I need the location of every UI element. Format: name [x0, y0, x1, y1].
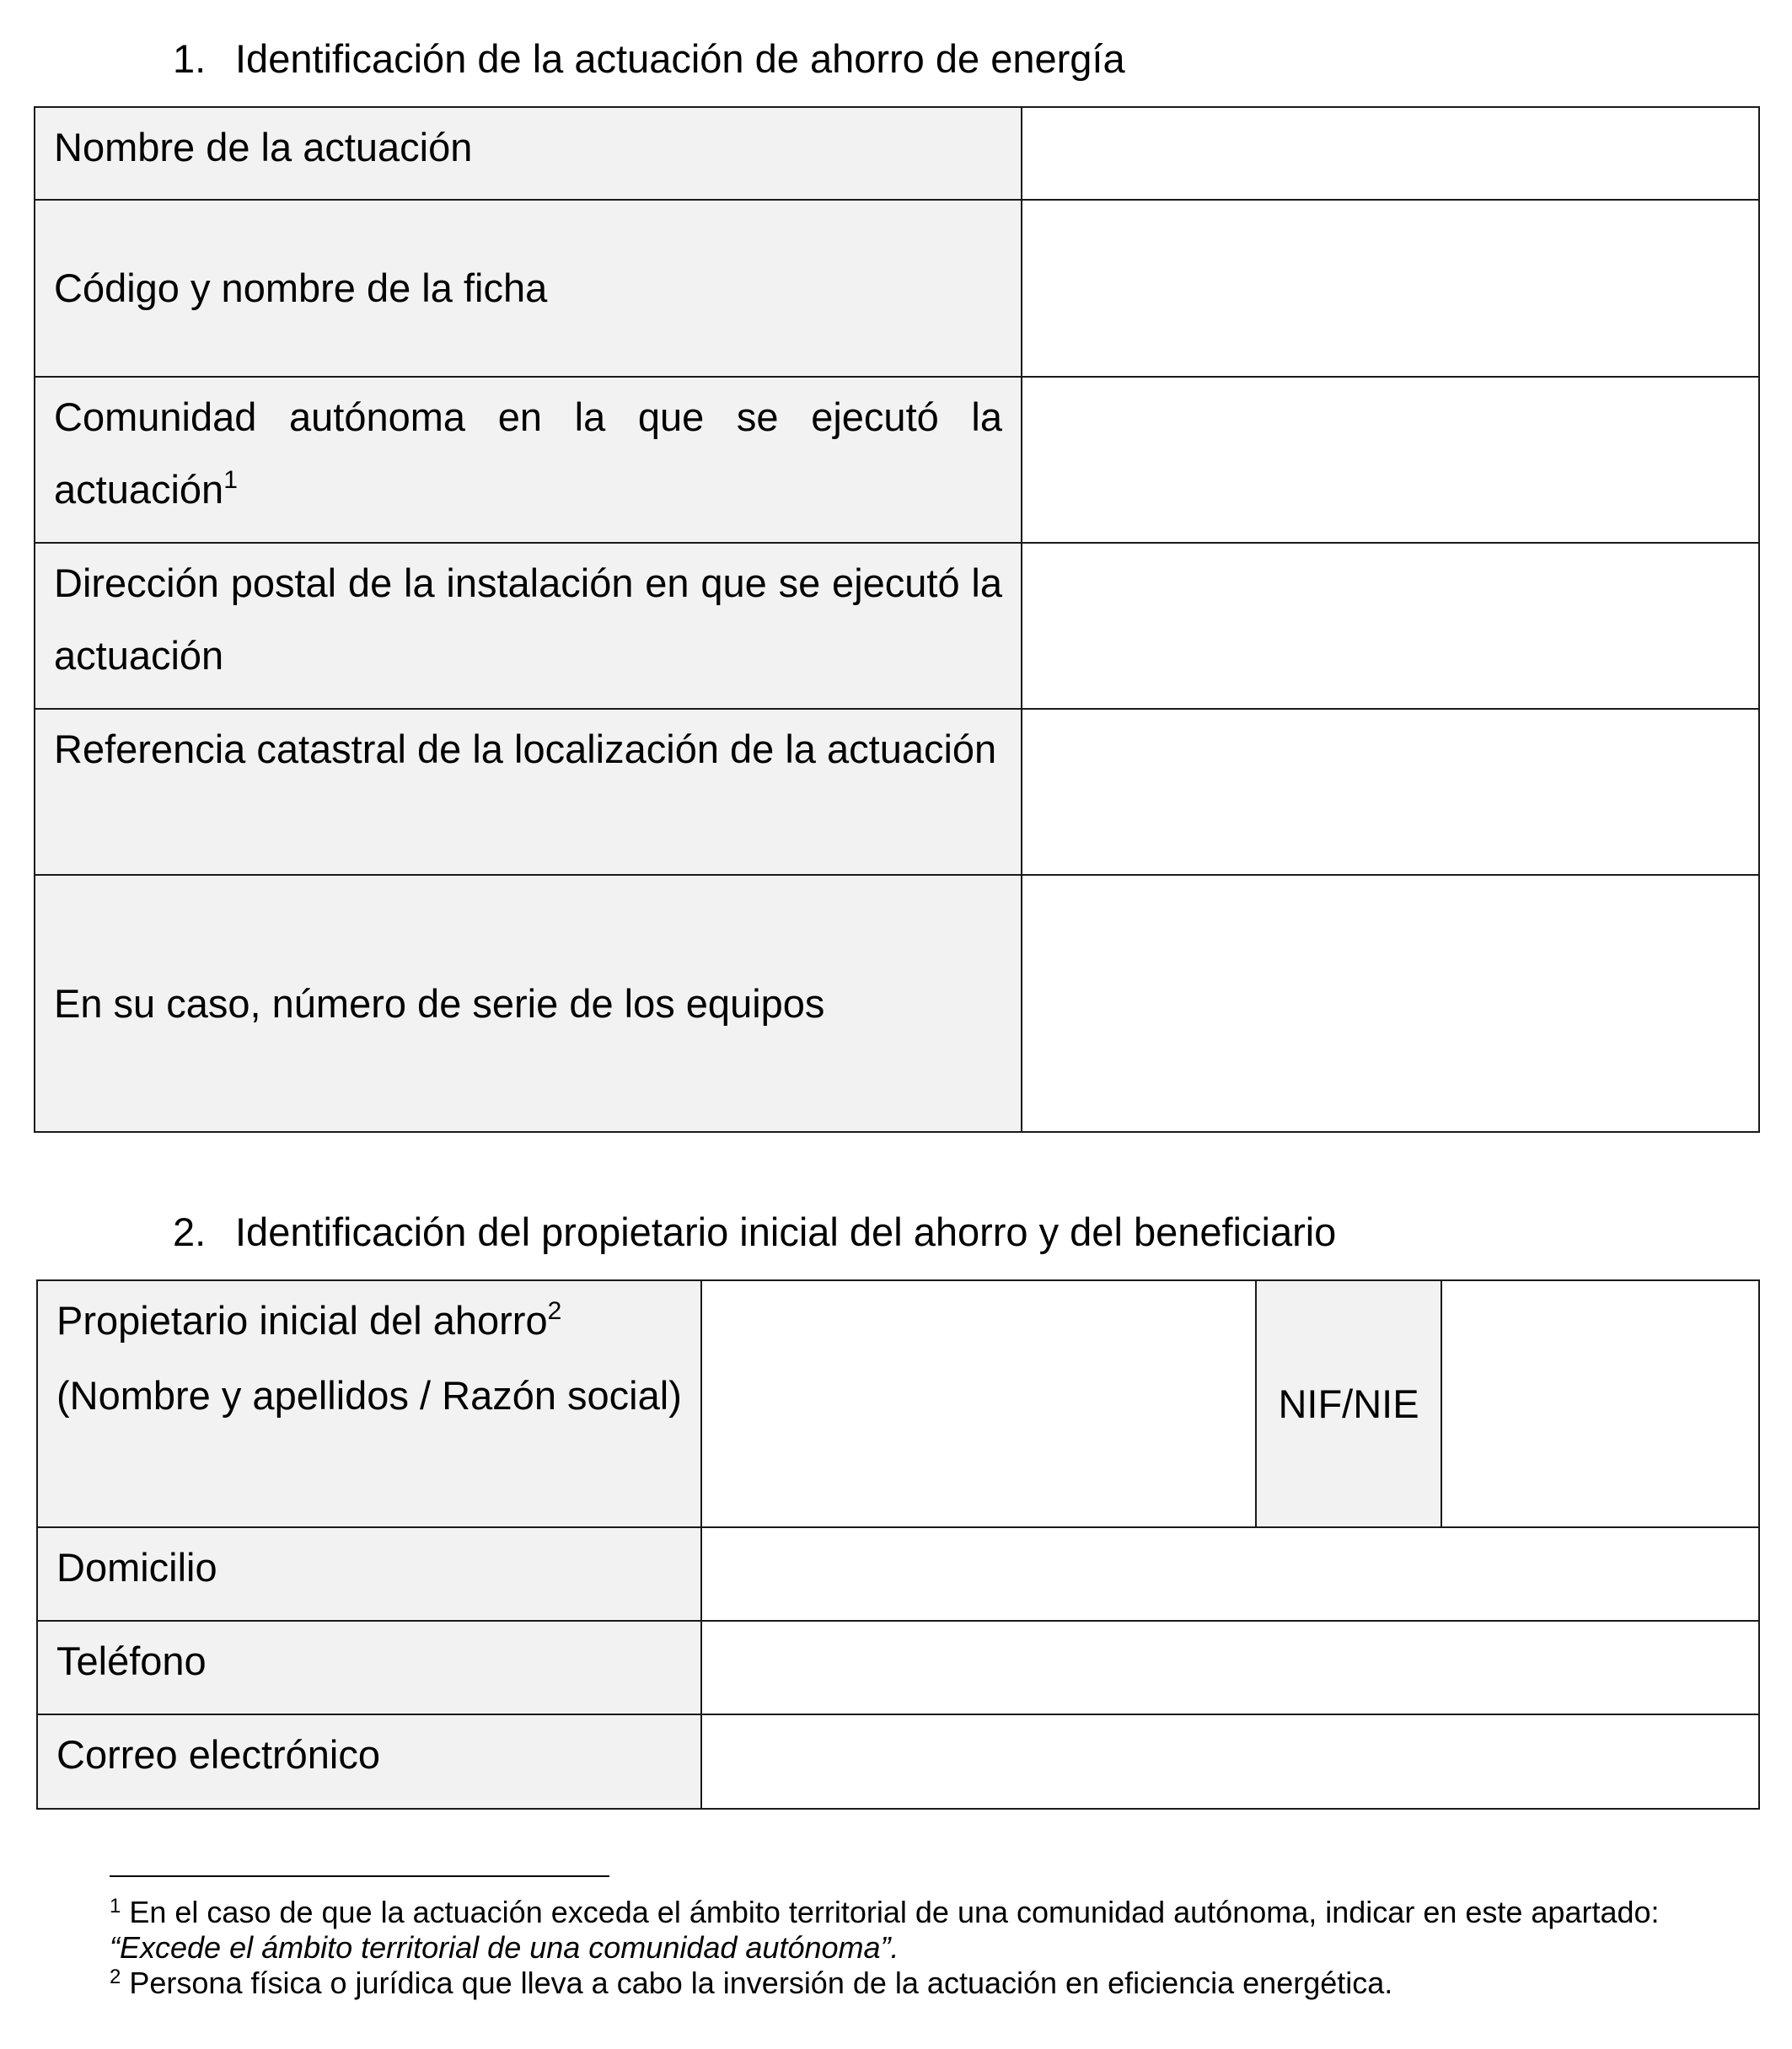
- label-referencia-catastral: Referencia catastral de la localización de la actuación: [35, 709, 1022, 875]
- input-codigo-ficha[interactable]: [1022, 200, 1759, 377]
- owner-sublabel: (Nombre y apellidos / Razón social): [56, 1373, 682, 1418]
- input-domicilio[interactable]: [701, 1527, 1759, 1621]
- input-nif-nie[interactable]: [1441, 1280, 1759, 1527]
- label-codigo-ficha: Código y nombre de la ficha: [35, 200, 1022, 377]
- label-direccion-postal: Dirección postal de la instalación en que se ejecutó la actuación: [35, 543, 1022, 709]
- input-direccion-postal[interactable]: [1022, 543, 1759, 709]
- input-propietario-nombre[interactable]: [701, 1280, 1256, 1527]
- label-numero-serie: En su caso, número de serie de los equipos: [35, 875, 1022, 1132]
- table-row: [35, 107, 1759, 200]
- table-row: [37, 1280, 1759, 1527]
- table-row: [35, 709, 1759, 875]
- footnote-1: $^1$ En el caso de que la actuación exceda el ámbito territorial de una comunidad autónoma, indicar en este apartado: “Excede el ámbito territorial de una comunidad autónoma”.: [110, 1895, 1660, 1965]
- label-domicilio: Domicilio: [37, 1527, 701, 1621]
- label-comunidad-autonoma: Comunidad autónoma en la que se ejecutó la actuación$^1$: [35, 377, 1022, 543]
- section-1-title: Identificación de la actuación de ahorro de energía: [235, 36, 1125, 81]
- owner-label: Propietario inicial del ahorro: [56, 1298, 548, 1343]
- input-nombre-actuacion[interactable]: [1022, 107, 1759, 200]
- table-row: [37, 1527, 1759, 1621]
- table-row: [37, 1714, 1759, 1809]
- input-comunidad-autonoma[interactable]: [1022, 377, 1759, 543]
- table-row: [35, 875, 1759, 1132]
- input-telefono[interactable]: [701, 1621, 1759, 1714]
- section-2-number: 2.: [173, 1210, 207, 1254]
- label-propietario-inicial: [37, 1280, 701, 1527]
- input-numero-serie[interactable]: [1022, 875, 1759, 1132]
- table-row: [37, 1621, 1759, 1714]
- input-referencia-catastral[interactable]: [1022, 709, 1759, 875]
- footnote-divider: [110, 1875, 609, 1877]
- table-row: [35, 200, 1759, 377]
- footnotes: [110, 1895, 1711, 2001]
- footnote-2: $^2$ Persona física o jurídica que lleva a cabo la inversión de la actuación en eficiencia energética.: [110, 1966, 1393, 2000]
- label-telefono: Teléfono: [37, 1621, 701, 1714]
- footnote-ref-2: 2: [547, 1297, 562, 1325]
- section-1-table: [34, 106, 1760, 1133]
- table-row: [35, 543, 1759, 709]
- section-2-table: [36, 1279, 1760, 1810]
- section-1-heading: [173, 35, 1125, 83]
- section-1-number: 1.: [173, 36, 207, 81]
- section-2-title: Identificación del propietario inicial del ahorro y del beneficiario: [235, 1210, 1337, 1254]
- section-2-heading: [173, 1209, 1336, 1256]
- input-correo-electronico[interactable]: [701, 1714, 1759, 1809]
- footnote-ref-1: 1: [223, 466, 238, 494]
- label-nombre-actuacion: Nombre de la actuación: [35, 107, 1022, 200]
- label-nif-nie: NIF/NIE: [1256, 1280, 1441, 1527]
- label-correo-electronico: Correo electrónico: [37, 1714, 701, 1809]
- table-row: [35, 377, 1759, 543]
